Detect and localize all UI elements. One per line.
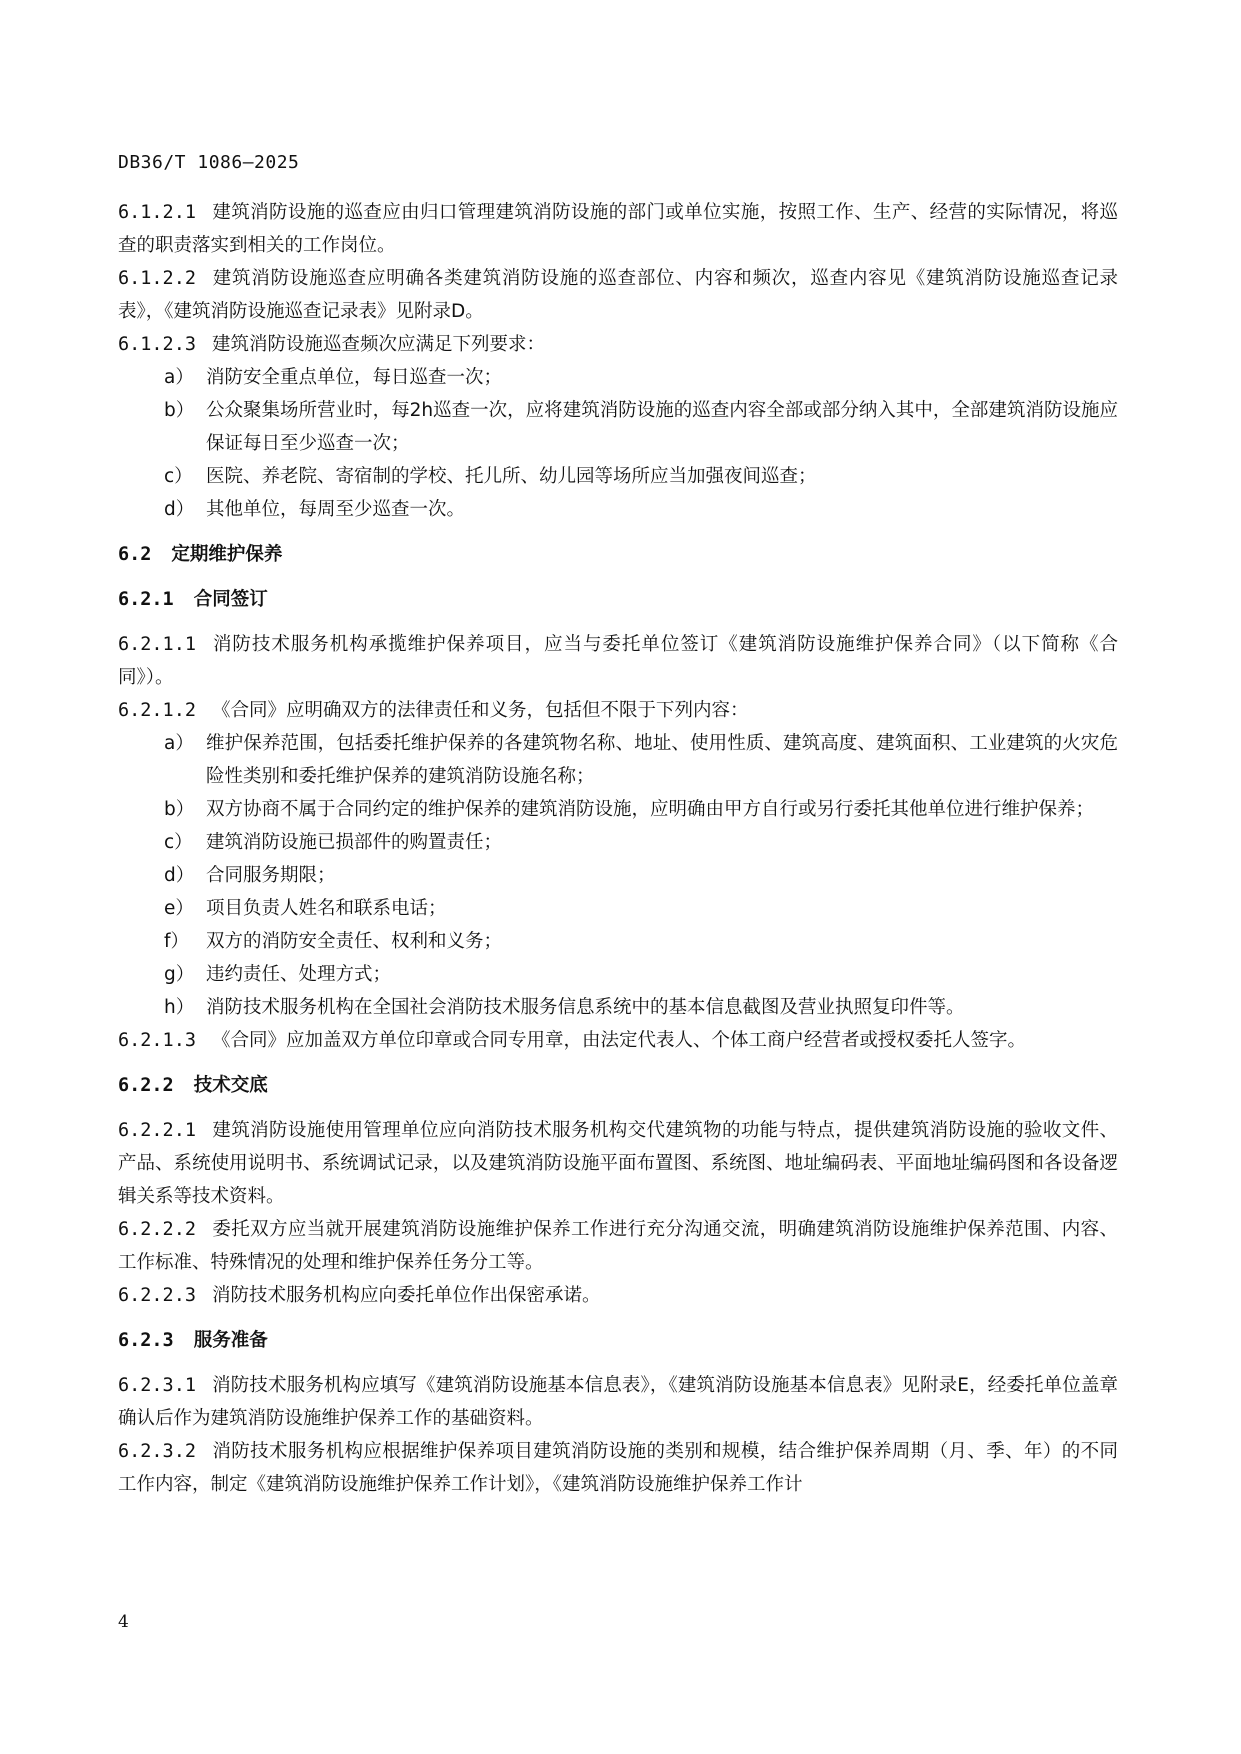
document-body [118, 196, 1118, 1501]
section-title: 定期维护保养 [171, 544, 283, 565]
list-item-label: b） [164, 799, 195, 820]
list-item-label: h） [164, 997, 195, 1018]
list-item-label: b） [164, 400, 195, 421]
clause-6-2-2-3 [118, 1279, 1118, 1312]
clause-number: 6.2.2.1 [118, 1120, 196, 1141]
list-item-text: 其他单位，每周至少巡查一次。 [206, 499, 466, 520]
list-item-text: 消防安全重点单位，每日巡查一次； [206, 367, 503, 388]
clause-number: 6.2.2.3 [118, 1285, 196, 1306]
clause-number: 6.2.1.3 [118, 1030, 196, 1051]
list-item-text: 公众聚集场所营业时，每2h巡查一次，应将建筑消防设施的巡查内容全部或部分纳入其中，全部建筑消防设施应保证每日至少巡查一次； [206, 400, 1118, 454]
list-item-text: 项目负责人姓名和联系电话； [206, 898, 447, 919]
list-item-text: 维护保养范围，包括委托维护保养的各建筑物名称、地址、使用性质、建筑高度、建筑面积、工业建筑的火灾危险性类别和委托维护保养的建筑消防设施名称； [206, 733, 1118, 787]
list-item [118, 361, 1118, 394]
list-item-text: 双方的消防安全责任、权利和义务； [206, 931, 503, 952]
clause-number: 6.2.2.2 [118, 1219, 196, 1240]
clause-text: 消防技术服务机构承揽维护保养项目，应当与委托单位签订《建筑消防设施维护保养合同》（以下简称《合同》）。 [118, 634, 1118, 688]
clause-text: 建筑消防设施使用管理单位应向消防技术服务机构交代建筑物的功能与特点，提供建筑消防设施的验收文件、产品、系统使用说明书、系统调试记录，以及建筑消防设施平面布置图、系统图、地址编码表、平面地址编码图和各设备逻辑关系等技术资料。 [118, 1120, 1118, 1207]
list-item [118, 991, 1118, 1024]
clause-text: 消防技术服务机构应填写《建筑消防设施基本信息表》，《建筑消防设施基本信息表》见附录E，经委托单位盖章确认后作为建筑消防设施维护保养工作的基础资料。 [118, 1375, 1118, 1429]
list-item-label: d） [164, 865, 195, 886]
list-item-label: c） [164, 832, 193, 853]
list-item [118, 925, 1118, 958]
clause-number: 6.2.1.2 [118, 700, 196, 721]
clause-text: 《合同》应明确双方的法律责任和义务，包括但不限于下列内容： [211, 700, 749, 721]
section-heading-6-2-2 [118, 1069, 1118, 1102]
clause-number: 6.2.3.1 [118, 1375, 196, 1396]
clause-6-1-2-1 [118, 196, 1118, 262]
list-item [118, 859, 1118, 892]
list-item-label: c） [164, 466, 193, 487]
list-item-label: e） [164, 898, 194, 919]
list-item [118, 892, 1118, 925]
clause-6-2-1-1 [118, 628, 1118, 694]
list-item-text: 合同服务期限； [206, 865, 336, 886]
clause-text: 消防技术服务机构应向委托单位作出保密承诺。 [211, 1285, 601, 1306]
section-title: 技术交底 [193, 1075, 268, 1096]
clause-number: 6.1.2.2 [118, 268, 196, 289]
list-item-text: 消防技术服务机构在全国社会消防技术服务信息系统中的基本信息截图及营业执照复印件等。 [206, 997, 965, 1018]
section-number: 6.2.3 [118, 1330, 174, 1351]
clause-text: 《合同》应加盖双方单位印章或合同专用章，由法定代表人、个体工商户经营者或授权委托人签字。 [211, 1030, 1026, 1051]
clause-6-1-2-2 [118, 262, 1118, 328]
clause-number: 6.2.1.1 [118, 634, 196, 655]
clause-text: 建筑消防设施巡查应明确各类建筑消防设施的巡查部位、内容和频次，巡查内容见《建筑消防设施巡查记录表》，《建筑消防设施巡查记录表》见附录D。 [118, 268, 1118, 322]
list-item-text: 双方协商不属于合同约定的维护保养的建筑消防设施，应明确由甲方自行或另行委托其他单位进行维护保养； [206, 799, 1095, 820]
section-heading-6-2 [118, 538, 1118, 571]
clause-6-2-3-2 [118, 1435, 1118, 1501]
list-item-label: f） [164, 931, 190, 952]
clause-6-1-2-3 [118, 328, 1118, 361]
clause-number: 6.1.2.3 [118, 334, 196, 355]
clause-text: 委托双方应当就开展建筑消防设施维护保养工作进行充分沟通交流，明确建筑消防设施维护保养范围、内容、工作标准、特殊情况的处理和维护保养任务分工等。 [118, 1219, 1118, 1273]
list-item [118, 727, 1118, 793]
clause-text: 建筑消防设施的巡查应由归口管理建筑消防设施的部门或单位实施，按照工作、生产、经营的实际情况，将巡查的职责落实到相关的工作岗位。 [118, 202, 1118, 256]
list-item-label: a） [164, 733, 194, 754]
page-number: 4 [118, 1612, 129, 1632]
list-item-text: 医院、养老院、寄宿制的学校、托儿所、幼儿园等场所应当加强夜间巡查； [206, 466, 817, 487]
clause-6-2-2-2 [118, 1213, 1118, 1279]
list-item-label: g） [164, 964, 195, 985]
list-item [118, 460, 1118, 493]
document-id-header: DB36/T 1086—2025 [118, 152, 300, 173]
list-item-label: a） [164, 367, 194, 388]
clause-number: 6.2.3.2 [118, 1441, 196, 1462]
list-item-label: d） [164, 499, 195, 520]
list-item-text: 建筑消防设施已损部件的购置责任； [206, 832, 503, 853]
clause-text: 消防技术服务机构应根据维护保养项目建筑消防设施的类别和规模，结合维护保养周期（月、季、年）的不同工作内容，制定《建筑消防设施维护保养工作计划》，《建筑消防设施维护保养工作计 [118, 1441, 1118, 1495]
section-number: 6.2.1 [118, 589, 174, 610]
section-title: 服务准备 [193, 1330, 268, 1351]
list-item [118, 793, 1118, 826]
section-heading-6-2-1 [118, 583, 1118, 616]
clause-number: 6.1.2.1 [118, 202, 196, 223]
clause-6-2-3-1 [118, 1369, 1118, 1435]
clause-6-2-1-3 [118, 1024, 1118, 1057]
clause-text: 建筑消防设施巡查频次应满足下列要求： [211, 334, 545, 355]
section-number: 6.2 [118, 544, 152, 565]
section-number: 6.2.2 [118, 1075, 174, 1096]
list-item [118, 394, 1118, 460]
list-item-text: 违约责任、处理方式； [206, 964, 392, 985]
list-item [118, 826, 1118, 859]
list-item [118, 958, 1118, 991]
section-heading-6-2-3 [118, 1324, 1118, 1357]
clause-6-2-1-2 [118, 694, 1118, 727]
list-item [118, 493, 1118, 526]
clause-6-2-2-1 [118, 1114, 1118, 1213]
section-title: 合同签订 [193, 589, 268, 610]
